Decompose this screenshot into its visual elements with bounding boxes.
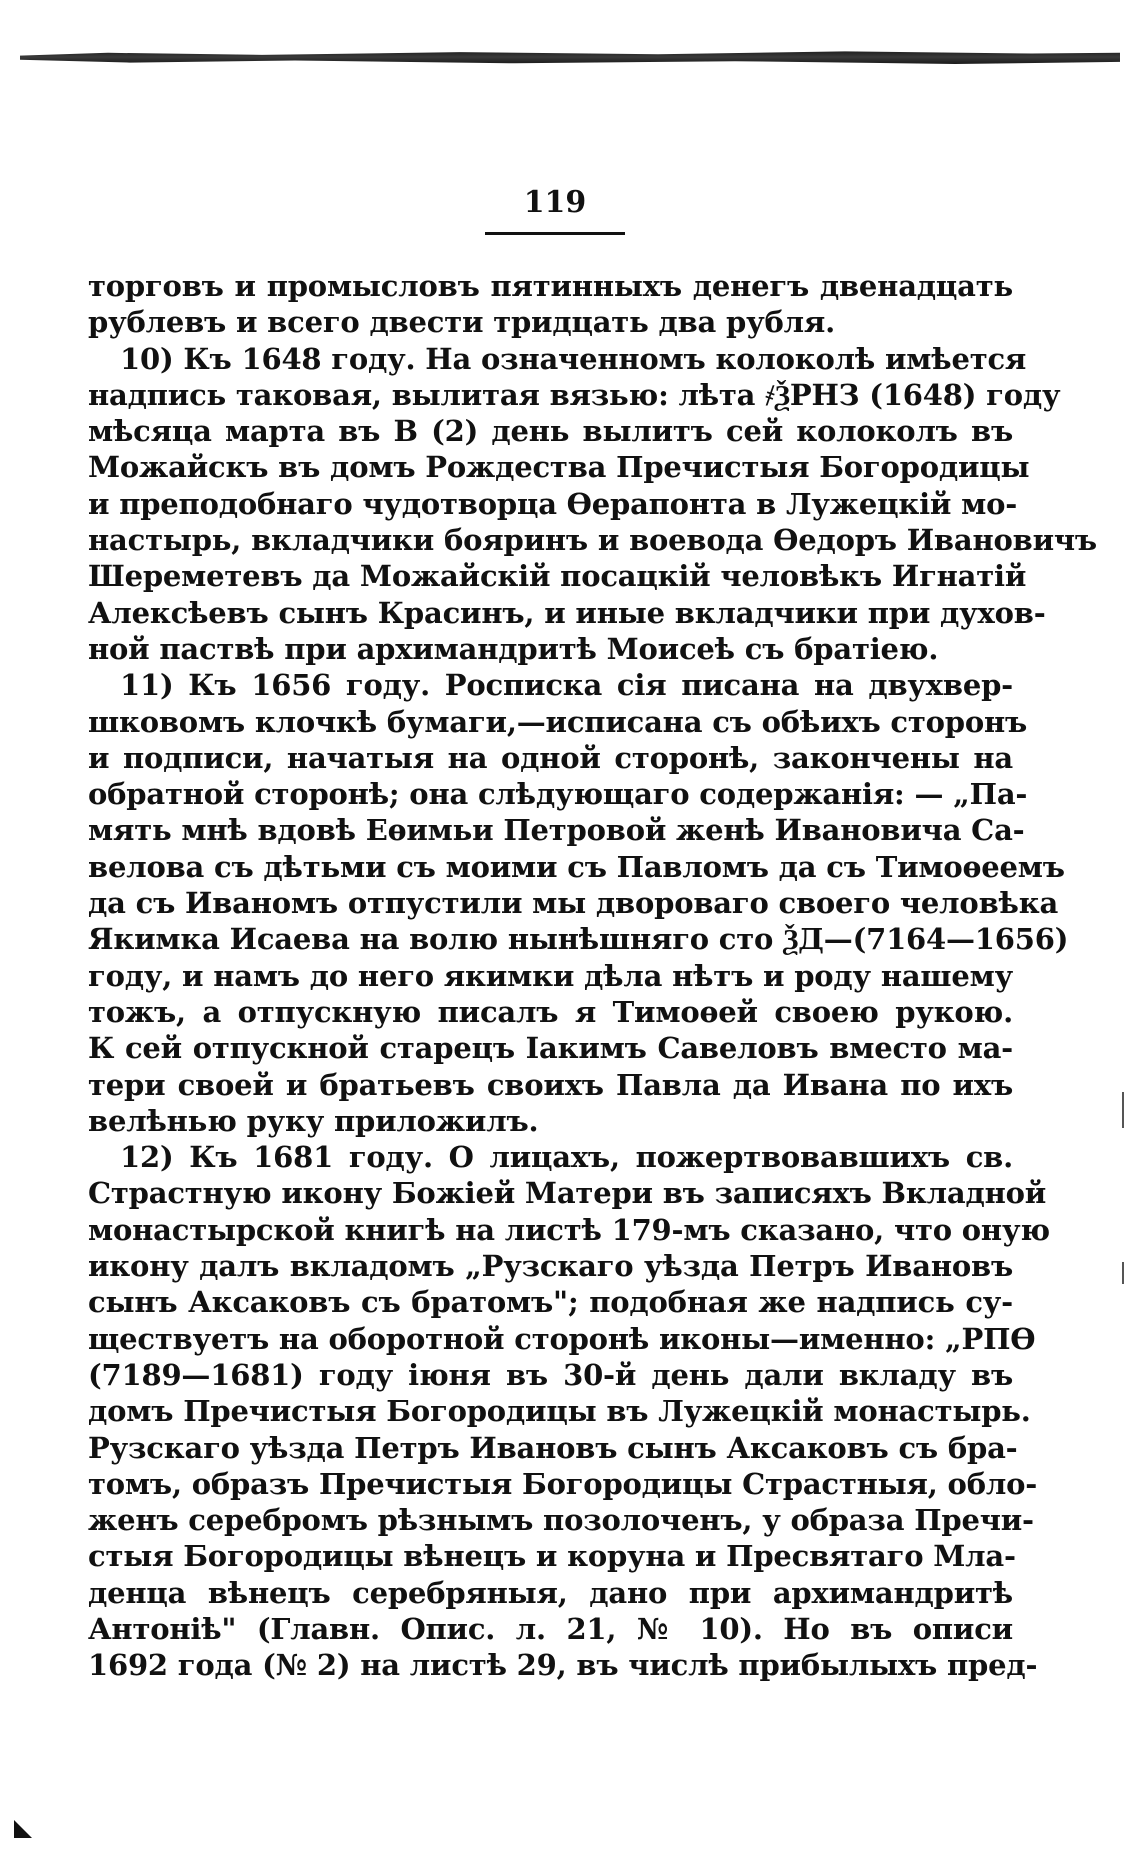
text-line: 10) Къ 1648 году. На означенномъ колоколѣ имѣется	[120, 341, 1027, 376]
text-line: Страстную икону Божіей Матери въ записяхъ Вкладной	[88, 1176, 1047, 1211]
text-line: обратной сторонѣ; она слѣдующаго содержанія: — „Па-	[88, 777, 1028, 812]
text-line: велѣнью руку приложилъ.	[88, 1103, 539, 1138]
text-line: Шереметевъ да Можайскій посацкій человѣкъ Игнатій	[88, 559, 1027, 594]
text-line: торговъ и промысловъ пятинныхъ денегъ двенадцать	[88, 269, 1013, 303]
text-line: Рузскаго уѣзда Петръ Ивановъ сынъ Аксаковъ съ бра-	[88, 1430, 1018, 1465]
text-line: Алексѣевъ сынъ Красинъ, и иные вкладчики при духов-	[88, 595, 1046, 630]
page-number: 119	[523, 185, 587, 220]
top-border-rule	[20, 50, 1120, 64]
margin-mark	[1122, 1262, 1124, 1284]
text-line: мять мнѣ вдовѣ Еѳимьи Петровой женѣ Ивановича Са-	[88, 813, 1025, 848]
text-line: велова съ дѣтьми съ моими съ Павломъ да съ Тимоѳеемъ	[88, 849, 1065, 884]
text-line: шковомъ клочкѣ бумаги,—исписана съ обѣихъ сторонъ	[88, 704, 1028, 739]
text-line: Можайскъ въ домъ Рождества Пречистыя Богородицы	[88, 450, 1030, 485]
margin-mark	[1122, 1092, 1124, 1128]
text-line: 11) Къ 1656 году. Росписка сія писана на двухвер-	[120, 668, 1013, 703]
text-line: (7189—1681) году іюня въ 30-й день дали вкладу въ	[88, 1357, 1013, 1392]
text-line: рублевъ и всего двести тридцать два рубля.	[88, 305, 835, 340]
text-line: домъ Пречистыя Богородицы въ Лужецкій монастырь.	[88, 1394, 1031, 1429]
text-line: икону далъ вкладомъ „Рузскаго уѣзда Петръ Ивановъ	[88, 1249, 1013, 1284]
text-line: ной паствѣ при архимандритѣ Моисеѣ съ братіею.	[88, 631, 939, 666]
text-line: ществуетъ на оборотной сторонѣ иконы—именно: „РПѲ	[88, 1321, 1036, 1356]
text-line: К сей отпускной старецъ Іакимъ Савеловъ вместо ма-	[88, 1031, 1013, 1066]
text-line: году, и намъ до него якимки дѣла нѣтъ и роду нашему	[88, 958, 1014, 993]
text-line: денца вѣнецъ серебряныя, дано при архимандритѣ	[88, 1575, 1013, 1610]
page-number-underline	[485, 232, 625, 235]
text-line: и подписи, начатыя на одной сторонѣ, закончены на	[88, 740, 1013, 775]
text-line: настырь, вкладчики бояринъ и воевода Ѳедоръ Ивановичъ	[88, 523, 1097, 558]
text-line: 12) Къ 1681 году. О лицахъ, пожертвовавшихъ св.	[120, 1140, 1013, 1175]
corner-mark	[14, 1820, 32, 1838]
body-text	[88, 268, 1097, 1684]
text-line: мѣсяца марта въ В (2) день вылитъ сей колоколъ въ	[88, 414, 1013, 449]
text-line: да съ Иваномъ отпустили мы двороваго своего человѣка	[88, 886, 1059, 921]
text-line: 1692 года (№ 2) на листѣ 29, въ числѣ прибылыхъ пред-	[88, 1648, 1038, 1683]
text-line: монастырской книгѣ на листѣ 179-мъ сказано, что оную	[88, 1212, 1050, 1247]
text-line: Антонiѣ" (Главн. Опис. л. 21, № 10). Но въ описи	[88, 1611, 1013, 1646]
text-line: тожъ, а отпускную писалъ я Тимоѳей своею рукою.	[88, 994, 1013, 1029]
text-line: тери своей и братьевъ своихъ Павла да Ивана по ихъ	[88, 1067, 1013, 1102]
text-line: стыя Богородицы вѣнецъ и коруна и Пресвятаго Мла-	[88, 1539, 1016, 1574]
text-line: женъ серебромъ рѣзнымъ позолоченъ, у образа Пречи-	[88, 1503, 1034, 1538]
text-line: томъ, образъ Пречистыя Богородицы Страстныя, обло-	[88, 1466, 1038, 1501]
text-line: Якимка Исаева на волю нынѣшняго сто ѮД—(7164—1656)	[88, 922, 1069, 957]
text-line: и преподобнаго чудотворца Ѳерапонта в Лужецкій мо-	[88, 486, 1018, 521]
text-line: сынъ Аксаковъ съ братомъ"; подобная же надпись су-	[88, 1285, 1013, 1320]
text-line: надпись таковая, вылитая вязью: лѣта ҂ѮРНЗ (1648) году	[88, 377, 1061, 412]
